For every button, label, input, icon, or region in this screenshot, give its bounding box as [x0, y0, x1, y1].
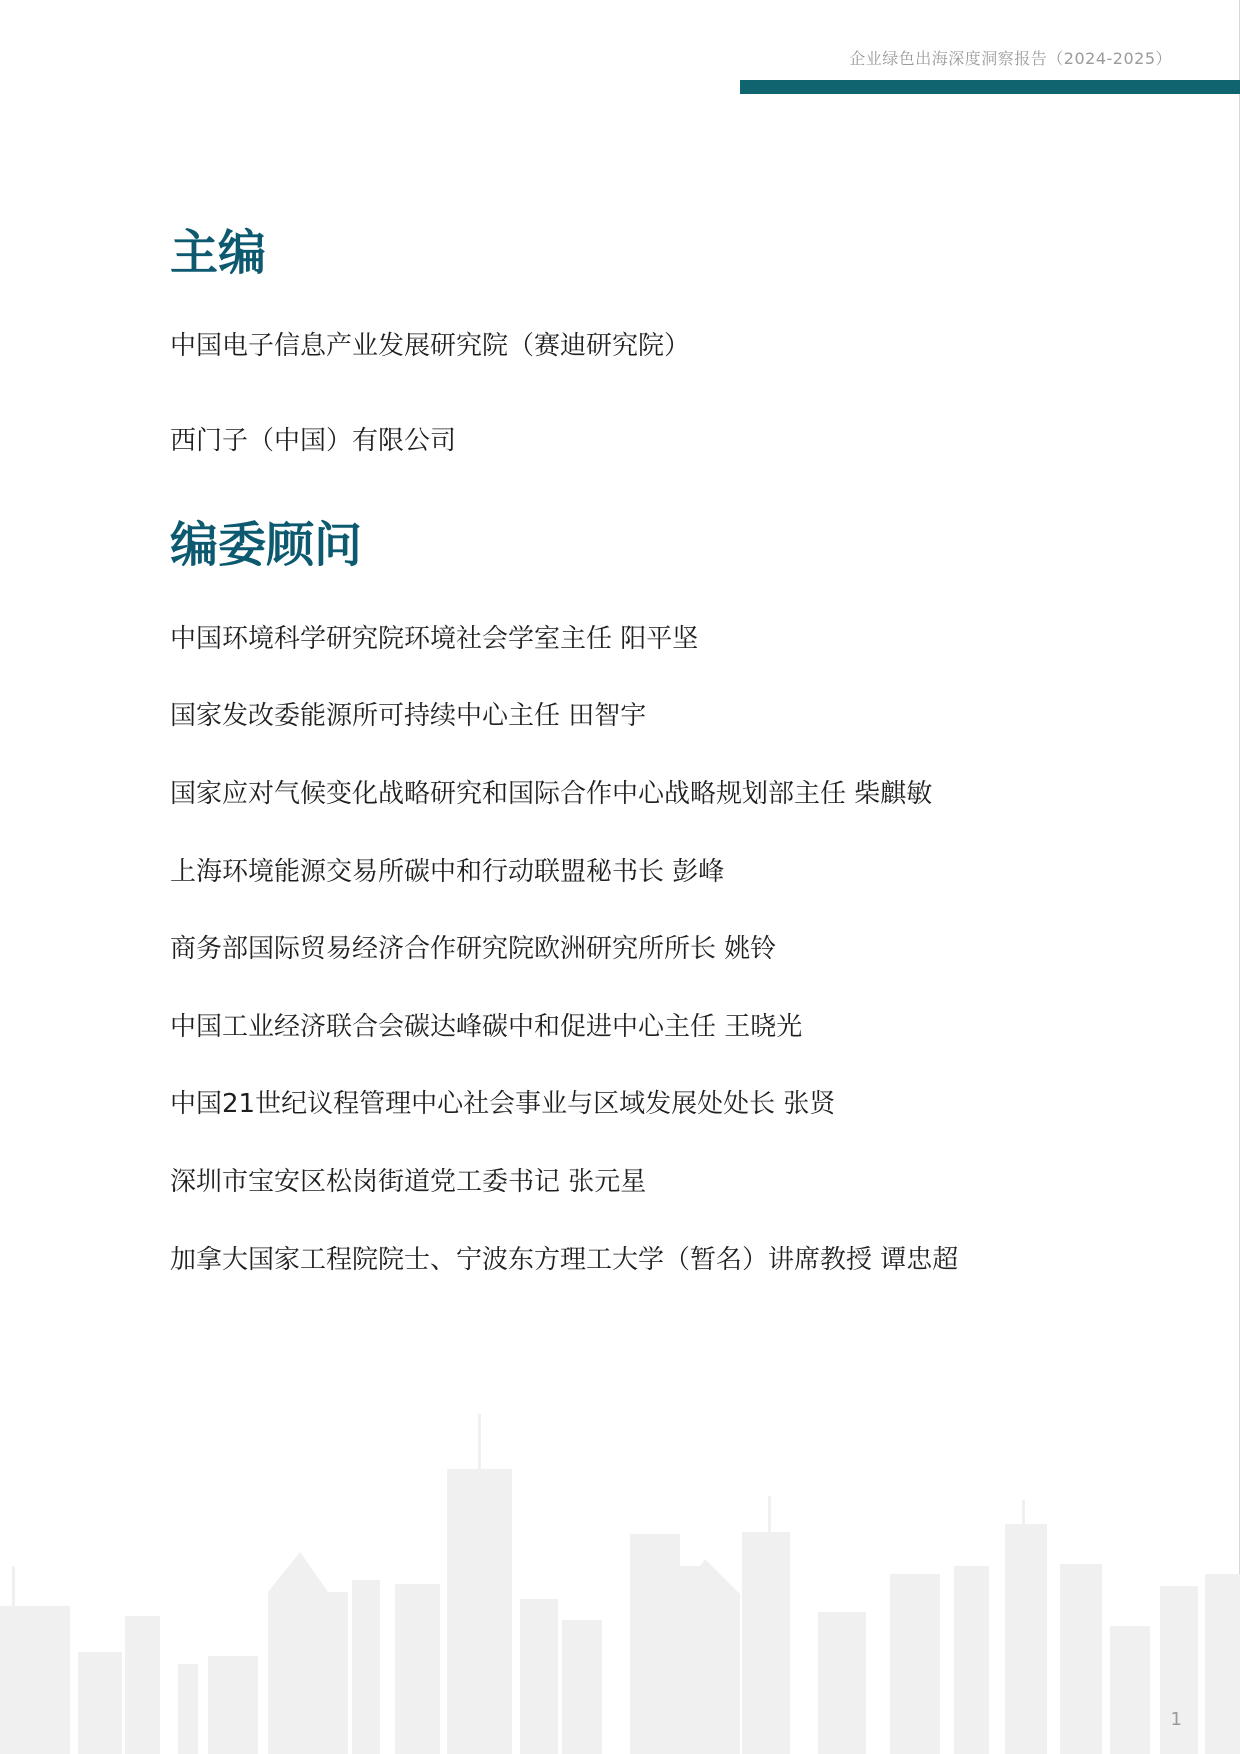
advisor-9: 加拿大国家工程院院士、宁波东方理工大学（暂名）讲席教授 谭忠超	[170, 1245, 959, 1275]
advisor-4: 上海环境能源交易所碳中和行动联盟秘书长 彭峰	[170, 857, 725, 887]
running-header: 企业绿色出海深度洞察报告（2024-2025）	[849, 49, 1172, 68]
advisor-5: 商务部国际贸易经济合作研究院欧洲研究所所长 姚铃	[170, 934, 777, 964]
advisors-title: 编委顾问	[170, 517, 363, 573]
header-accent-bar	[740, 80, 1240, 94]
chief-editor-1: 中国电子信息产业发展研究院（赛迪研究院）	[170, 331, 691, 361]
advisor-2: 国家发改委能源所可持续中心主任 田智宇	[170, 701, 647, 731]
advisor-1: 中国环境科学研究院环境社会学室主任 阳平坚	[170, 624, 699, 654]
chief-editors-title: 主编	[170, 225, 267, 281]
advisor-7: 中国21世纪议程管理中心社会事业与区域发展处处长 张贤	[170, 1089, 836, 1119]
skyline-buildings	[0, 1414, 1240, 1754]
advisor-3: 国家应对气候变化战略研究和国际合作中心战略规划部主任 柴麒敏	[170, 779, 933, 809]
skyline-illustration	[0, 1334, 1240, 1754]
chief-editor-2: 西门子（中国）有限公司	[170, 426, 457, 456]
page-number: 1	[1170, 1709, 1182, 1730]
advisor-8: 深圳市宝安区松岗街道党工委书记 张元星	[170, 1167, 647, 1197]
advisor-6: 中国工业经济联合会碳达峰碳中和促进中心主任 王晓光	[170, 1012, 803, 1042]
